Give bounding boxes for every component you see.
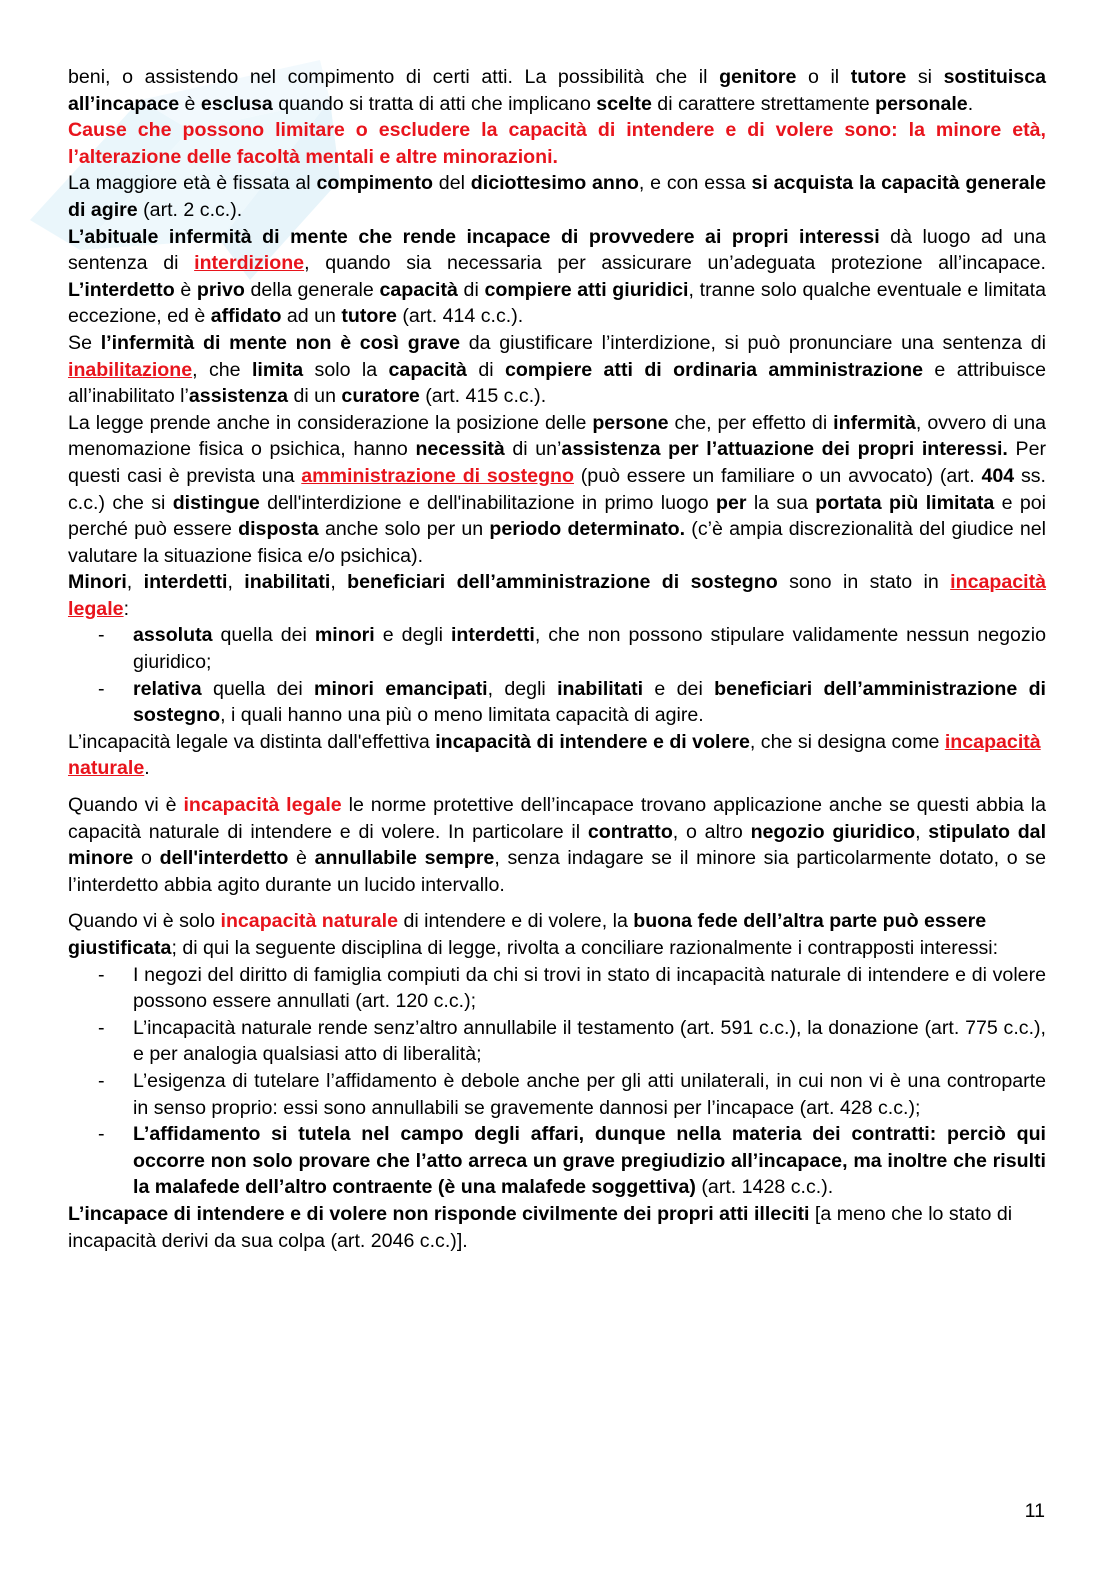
text-run: , degli xyxy=(487,677,558,700)
bold-text: Minori xyxy=(68,571,127,594)
bold-text: l’infermità di mente non è così grave xyxy=(100,331,461,354)
bold-text: interdetti xyxy=(450,624,535,647)
list-item xyxy=(68,622,1046,675)
bold-text: L’incapace di intendere e di volere non risponde civilmente dei propri atti illeciti xyxy=(68,1202,810,1225)
text-run: della generale xyxy=(244,278,380,301)
text-run: dà luogo ad una sentenza di xyxy=(68,225,1046,275)
paragraph xyxy=(68,792,1046,898)
text-run: Quando vi è xyxy=(68,794,184,817)
text-run: e poi perché può essere xyxy=(68,491,1046,541)
bold-text: diciottesimo anno xyxy=(470,172,639,195)
bold-text: negozio giuridico xyxy=(750,820,916,843)
text-run: La maggiore età è fissata al xyxy=(68,172,317,195)
bold-text: stipulato dal minore xyxy=(68,820,1047,870)
bold-text: assistenza per l’attuazione dei propri interessi. xyxy=(561,438,1008,461)
bold-text: contratto xyxy=(587,820,673,843)
text-run: di un xyxy=(288,385,342,408)
bold-text: periodo determinato. xyxy=(489,518,686,541)
text-run: e dei xyxy=(643,677,715,700)
key-term-underlined: incapacità legale xyxy=(68,571,1046,620)
text-run: beni, o assistendo nel compimento di certi atti. La possibilità che il xyxy=(68,66,720,88)
key-term-underlined: incapacità naturale xyxy=(68,730,1041,780)
text-run: . xyxy=(967,92,974,115)
text-run: di intendere e di volere, la xyxy=(398,910,634,933)
bold-text: compimento xyxy=(316,172,433,195)
list-incapacita-legale xyxy=(68,622,1046,728)
bold-text: minori xyxy=(314,624,375,647)
text-run: , quando sia necessaria per assicurare un’adeguata protezione all’incapace. xyxy=(304,252,1046,275)
bold-text: persone xyxy=(592,411,669,434)
text-run: (art. 414 c.c.). xyxy=(396,305,524,328)
paragraph xyxy=(68,1201,1046,1254)
bold-text: personale xyxy=(875,92,968,115)
text-run: dell'interdizione e dell'inabilitazione in primo luogo xyxy=(259,491,717,514)
bold-text: privo xyxy=(196,278,245,301)
text-run: di xyxy=(457,278,485,301)
text-run: di carattere strettamente xyxy=(651,92,876,115)
text-run: è xyxy=(179,92,201,115)
text-run: , senza indagare se il minore sia particolarmente dotato, o se l’interdetto abbia agito durante un lucido intervallo. xyxy=(68,847,1046,896)
text-run: (art. 415 c.c.). xyxy=(419,385,547,408)
paragraph xyxy=(68,170,1046,223)
bold-text: necessità xyxy=(415,438,505,461)
bold-text: dell'interdetto xyxy=(159,847,289,870)
text-run: . xyxy=(144,757,150,780)
bold-text: buona fede dell’altra parte può essere giustificata xyxy=(68,910,987,959)
bold-text: assoluta xyxy=(133,624,213,647)
text-run: di xyxy=(466,358,506,381)
text-run: , che xyxy=(192,358,252,381)
bold-text: curatore xyxy=(341,385,420,408)
paragraph xyxy=(68,410,1046,570)
bold-text: relativa xyxy=(133,677,202,700)
bold-text: tutore xyxy=(850,66,907,88)
bold-text: genitore xyxy=(719,66,797,88)
text-run: Quando vi è solo xyxy=(68,910,221,933)
bold-text: distingue xyxy=(172,491,260,514)
text-run: la sua xyxy=(746,491,816,514)
text-run: , che non possono stipulare validamente nessun negozio giuridico; xyxy=(133,624,1046,674)
text-run: Per questi casi è prevista una xyxy=(68,438,1046,487)
text-run: , xyxy=(330,571,348,594)
bold-text: incapacità di intendere e di volere xyxy=(435,730,750,753)
text-run: (art. 1428 c.c.). xyxy=(695,1176,834,1199)
text-run: è xyxy=(174,278,197,301)
list-item xyxy=(68,1068,1046,1121)
bold-text: minori emancipati xyxy=(314,677,488,700)
text-run: : xyxy=(123,597,130,620)
bold-text: affidato xyxy=(210,305,282,328)
text-run: ss. c.c.) che si xyxy=(68,464,1046,514)
key-term-underlined: amministrazione di sostegno xyxy=(301,464,574,487)
bold-text: inabilitati xyxy=(557,677,644,700)
paragraph xyxy=(68,224,1046,330)
list-item xyxy=(68,962,1046,1015)
text-run: e degli xyxy=(374,624,451,647)
bold-text: scelte xyxy=(596,92,652,115)
key-term-underlined: interdizione xyxy=(194,252,305,275)
bold-text: capacità xyxy=(379,278,458,301)
text-run: [a meno che lo stato di incapacità derivi da sua colpa (art. 2046 c.c.)]. xyxy=(68,1202,1013,1252)
text-run: del xyxy=(432,172,471,195)
highlighted-red-text: incapacità naturale xyxy=(220,910,399,933)
bold-text: L’affidamento si tutela nel campo degli affari, dunque nella materia dei contratti: perciò qui occorre non solo provare che l’atto arreca un grave pregiudizio all’incapace, ma inoltre che risulti la malafede dell’altro contraente (è una malafede soggettiva) xyxy=(133,1123,1046,1199)
bold-text: esclusa xyxy=(200,92,273,115)
bold-text: si acquista la capacità generale di agire xyxy=(68,172,1047,221)
paragraph xyxy=(68,64,1046,117)
page-number: 11 xyxy=(1024,1500,1045,1522)
text-run: La legge prende anche in considerazione la posizione delle xyxy=(68,411,593,434)
paragraph xyxy=(68,569,1046,622)
bold-text: infermità xyxy=(833,411,916,434)
text-run: ; di qui la seguente disciplina di legge, rivolta a conciliare razionalmente i contrapposti interessi: xyxy=(171,937,999,959)
text-run: , xyxy=(915,820,929,843)
text-run: (c’è ampia discrezionalità del giudice nel valutare la situazione fisica e/o psichica). xyxy=(68,518,1046,567)
text-run: I negozi del diritto di famiglia compiuti da chi si trovi in stato di incapacità naturale di intendere e di volere possono essere annullati (art. 120 c.c.); xyxy=(133,963,1046,1013)
paragraph xyxy=(68,908,1046,961)
list-incapacita-naturale xyxy=(68,962,1046,1201)
text-run: solo la xyxy=(303,358,389,381)
bold-text: sostituisca all’incapace xyxy=(68,66,1046,115)
text-run: , ovvero di una menomazione fisica o psichica, hanno xyxy=(68,411,1047,461)
text-run: , e con essa xyxy=(638,172,752,195)
bold-text: interdetti xyxy=(143,571,228,594)
paragraph xyxy=(68,729,1046,782)
text-run: da giustificare l’interdizione, si può pronunciare una sentenza di xyxy=(460,331,1046,354)
bold-text: per xyxy=(716,491,747,514)
list-item xyxy=(68,1015,1046,1068)
text-run: L’incapacità legale va distinta dall'effettiva xyxy=(68,730,436,753)
highlighted-red-text: Cause che possono limitare o escludere la capacità di intendere e di volere sono: la minore età, l’alterazione delle facoltà mentali e altre minorazioni. xyxy=(68,119,1046,168)
text-run: , xyxy=(126,571,144,594)
bold-text: beneficiari dell’amministrazione di sostegno xyxy=(133,677,1046,727)
bold-text: tutore xyxy=(341,305,397,328)
text-run: o il xyxy=(796,66,851,88)
text-run: quella dei xyxy=(201,677,315,700)
document-body xyxy=(68,64,1046,1254)
bold-text: capacità xyxy=(388,358,467,381)
bold-text: limita xyxy=(251,358,304,381)
text-run: Se xyxy=(68,331,101,354)
text-run: L’esigenza di tutelare l’affidamento è debole anche per gli atti unilaterali, in cui non vi è una controparte in senso proprio: essi sono annullabili se gravemente dannosi per l’incapace (art. 428 c.c.); xyxy=(133,1069,1046,1119)
bold-text: annullabile sempre xyxy=(314,847,495,870)
text-run: L’incapacità naturale rende senz’altro annullabile il testamento (art. 591 c.c.), la donazione (art. 775 c.c.), e per analogia qualsiasi atto di liberalità; xyxy=(133,1016,1046,1066)
bold-text: L’interdetto xyxy=(68,278,175,301)
paragraph xyxy=(68,330,1046,410)
bold-text: portata più limitata xyxy=(815,491,995,514)
text-run: , che si designa come xyxy=(749,730,945,753)
bold-text: compiere atti giuridici xyxy=(484,278,689,301)
text-run: di un’ xyxy=(504,438,562,461)
text-run: sono in stato in xyxy=(777,571,951,594)
text-run: le norme protettive dell’incapace trovano applicazione anche se questi abbia la capacità naturale di intendere e di volere. In particolare il xyxy=(68,794,1046,843)
bold-text: inabilitati xyxy=(244,571,331,594)
text-run: (può essere un familiare o un avvocato) (art. xyxy=(573,464,982,487)
text-run: quella dei xyxy=(212,624,315,647)
text-run: quando si tratta di atti che implicano xyxy=(272,92,597,115)
text-run: e attribuisce all’inabilitato l’ xyxy=(68,358,1046,408)
text-run: è xyxy=(288,847,315,870)
list-item xyxy=(68,1121,1046,1201)
bold-text: disposta xyxy=(238,518,319,541)
text-run: , o altro xyxy=(672,820,751,843)
text-run: (art. 2 c.c.). xyxy=(137,198,243,221)
bold-text: assistenza xyxy=(188,385,289,408)
bold-text: compiere atti di ordinaria amministrazione xyxy=(505,358,923,381)
text-run: ad un xyxy=(281,305,342,328)
highlighted-red-text: incapacità legale xyxy=(183,794,342,817)
text-run: , i quali hanno una più o meno limitata capacità di agire. xyxy=(220,704,704,727)
paragraph-red-heading xyxy=(68,117,1046,170)
list-item xyxy=(68,676,1046,729)
bold-text: beneficiari dell’amministrazione di sostegno xyxy=(347,571,778,594)
bold-text: 404 xyxy=(981,464,1015,487)
text-run: che, per effetto di xyxy=(668,411,834,434)
text-run: o xyxy=(133,847,160,870)
text-run: si xyxy=(906,66,944,88)
bold-text: L’abituale infermità di mente che rende incapace di provvedere ai propri interessi xyxy=(68,225,880,248)
text-run: anche solo per un xyxy=(318,518,490,541)
text-run: , xyxy=(227,571,245,594)
text-run: , tranne solo qualche eventuale e limitata eccezione, ed è xyxy=(68,278,1046,328)
key-term-underlined: inabilitazione xyxy=(68,358,193,381)
